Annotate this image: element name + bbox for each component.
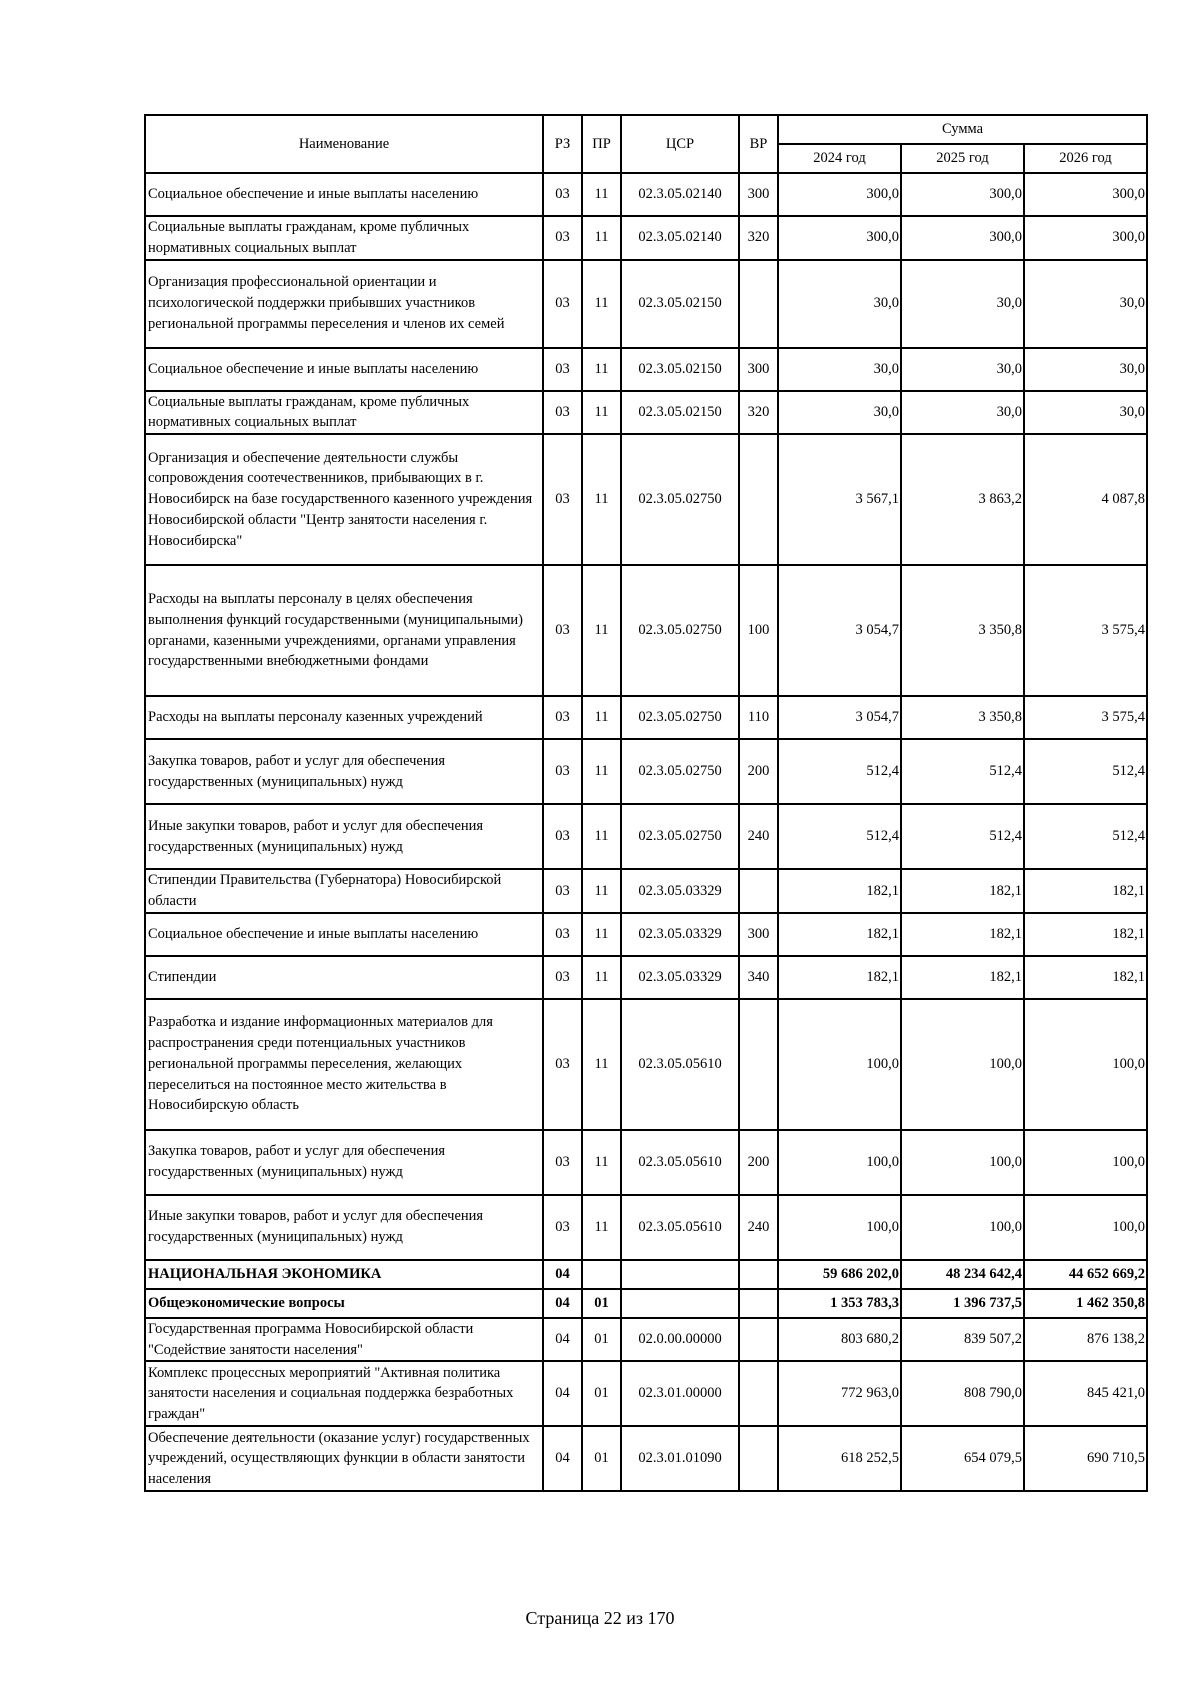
- row-vr: [739, 1318, 778, 1362]
- table-row: [145, 260, 1147, 348]
- row-value-2024: 618 252,5: [778, 1426, 901, 1491]
- row-value-2024: 182,1: [778, 956, 901, 999]
- row-rz: 03: [543, 260, 582, 348]
- row-name: Расходы на выплаты персоналу в целях обеспечения выполнения функций государственными (муниципальными) органами, казенными учреждениями, органами управления государственными внебюджетными фондами: [145, 565, 543, 696]
- header-vr: ВР: [739, 115, 778, 173]
- table-row: [145, 869, 1147, 913]
- row-value-2024: 100,0: [778, 999, 901, 1130]
- row-csr: 02.3.05.02140: [621, 173, 739, 216]
- row-value-2026: 845 421,0: [1024, 1361, 1147, 1426]
- row-value-2025: 48 234 642,4: [901, 1260, 1024, 1289]
- row-vr: [739, 1426, 778, 1491]
- table-row: [145, 434, 1147, 565]
- row-csr: 02.3.05.03329: [621, 956, 739, 999]
- table-row: [145, 1318, 1147, 1362]
- row-value-2024: 300,0: [778, 173, 901, 216]
- row-value-2026: 100,0: [1024, 999, 1147, 1130]
- header-rz: РЗ: [543, 115, 582, 173]
- row-value-2025: 300,0: [901, 173, 1024, 216]
- row-csr: 02.3.05.02140: [621, 216, 739, 260]
- row-vr: 300: [739, 913, 778, 956]
- row-rz: 03: [543, 956, 582, 999]
- row-pr: 11: [582, 913, 621, 956]
- row-value-2026: 44 652 669,2: [1024, 1260, 1147, 1289]
- row-rz: 04: [543, 1426, 582, 1491]
- row-value-2024: 772 963,0: [778, 1361, 901, 1426]
- row-csr: 02.3.05.03329: [621, 913, 739, 956]
- table-row: [145, 913, 1147, 956]
- row-value-2024: 30,0: [778, 348, 901, 391]
- row-value-2026: 876 138,2: [1024, 1318, 1147, 1362]
- row-rz: 03: [543, 565, 582, 696]
- row-name: Социальное обеспечение и иные выплаты населению: [145, 348, 543, 391]
- row-value-2025: 100,0: [901, 1130, 1024, 1195]
- row-name: Государственная программа Новосибирской области "Содействие занятости населения": [145, 1318, 543, 1362]
- budget-table: [144, 114, 1148, 1492]
- table-row: [145, 1195, 1147, 1260]
- row-value-2025: 182,1: [901, 913, 1024, 956]
- row-value-2025: 182,1: [901, 869, 1024, 913]
- row-value-2024: 3 567,1: [778, 434, 901, 565]
- row-value-2026: 30,0: [1024, 348, 1147, 391]
- header-year-2024: 2024 год: [778, 144, 901, 173]
- row-name: Закупка товаров, работ и услуг для обеспечения государственных (муниципальных) нужд: [145, 1130, 543, 1195]
- row-value-2025: 182,1: [901, 956, 1024, 999]
- row-name: НАЦИОНАЛЬНАЯ ЭКОНОМИКА: [145, 1260, 543, 1289]
- row-value-2024: 100,0: [778, 1195, 901, 1260]
- row-csr: 02.3.01.00000: [621, 1361, 739, 1426]
- row-value-2024: 300,0: [778, 216, 901, 260]
- row-csr: 02.3.05.02750: [621, 804, 739, 869]
- row-value-2024: 30,0: [778, 391, 901, 435]
- row-pr: 11: [582, 804, 621, 869]
- row-name: Иные закупки товаров, работ и услуг для обеспечения государственных (муниципальных) нужд: [145, 1195, 543, 1260]
- row-value-2026: 4 087,8: [1024, 434, 1147, 565]
- row-rz: 03: [543, 999, 582, 1130]
- header-name: Наименование: [145, 115, 543, 173]
- row-rz: 03: [543, 696, 582, 739]
- row-name: Обеспечение деятельности (оказание услуг) государственных учреждений, осуществляющих функции в области занятости населения: [145, 1426, 543, 1491]
- page-number: Страница 22 из 170: [525, 1608, 675, 1628]
- row-csr: 02.3.05.02750: [621, 696, 739, 739]
- row-value-2024: 803 680,2: [778, 1318, 901, 1362]
- row-csr: 02.3.05.02750: [621, 434, 739, 565]
- header-year-2026: 2026 год: [1024, 144, 1147, 173]
- row-value-2026: 512,4: [1024, 739, 1147, 804]
- row-pr: 11: [582, 216, 621, 260]
- row-rz: 03: [543, 869, 582, 913]
- row-value-2026: 182,1: [1024, 913, 1147, 956]
- row-pr: 11: [582, 999, 621, 1130]
- header-year-2025: 2025 год: [901, 144, 1024, 173]
- row-value-2024: 182,1: [778, 913, 901, 956]
- row-name: Общеэкономические вопросы: [145, 1289, 543, 1318]
- row-pr: 11: [582, 260, 621, 348]
- row-value-2026: 300,0: [1024, 173, 1147, 216]
- row-csr: [621, 1260, 739, 1289]
- table-row: [145, 1130, 1147, 1195]
- row-csr: 02.0.00.00000: [621, 1318, 739, 1362]
- row-value-2025: 1 396 737,5: [901, 1289, 1024, 1318]
- table-row: [145, 348, 1147, 391]
- row-csr: 02.3.05.02750: [621, 565, 739, 696]
- row-csr: 02.3.05.02150: [621, 260, 739, 348]
- row-name: Иные закупки товаров, работ и услуг для обеспечения государственных (муниципальных) нужд: [145, 804, 543, 869]
- row-pr: 11: [582, 391, 621, 435]
- row-value-2024: 182,1: [778, 869, 901, 913]
- row-value-2024: 100,0: [778, 1130, 901, 1195]
- row-value-2024: 3 054,7: [778, 696, 901, 739]
- row-value-2026: 1 462 350,8: [1024, 1289, 1147, 1318]
- row-vr: 320: [739, 391, 778, 435]
- row-value-2025: 30,0: [901, 260, 1024, 348]
- row-value-2026: 100,0: [1024, 1130, 1147, 1195]
- row-vr: [739, 1361, 778, 1426]
- row-value-2025: 3 350,8: [901, 565, 1024, 696]
- row-pr: 01: [582, 1361, 621, 1426]
- row-vr: 320: [739, 216, 778, 260]
- row-vr: 240: [739, 1195, 778, 1260]
- header-csr: ЦСР: [621, 115, 739, 173]
- row-vr: 200: [739, 1130, 778, 1195]
- row-value-2025: 512,4: [901, 804, 1024, 869]
- table-row: [145, 999, 1147, 1130]
- row-name: Социальные выплаты гражданам, кроме публичных нормативных социальных выплат: [145, 216, 543, 260]
- row-vr: 100: [739, 565, 778, 696]
- row-name: Стипендии Правительства (Губернатора) Новосибирской области: [145, 869, 543, 913]
- row-value-2026: 30,0: [1024, 391, 1147, 435]
- row-value-2025: 30,0: [901, 391, 1024, 435]
- row-pr: 11: [582, 434, 621, 565]
- table-row: [145, 739, 1147, 804]
- row-rz: 04: [543, 1289, 582, 1318]
- row-rz: 03: [543, 804, 582, 869]
- row-value-2025: 839 507,2: [901, 1318, 1024, 1362]
- row-rz: 03: [543, 913, 582, 956]
- row-pr: 11: [582, 696, 621, 739]
- row-pr: 11: [582, 956, 621, 999]
- row-name: Закупка товаров, работ и услуг для обеспечения государственных (муниципальных) нужд: [145, 739, 543, 804]
- table-row: [145, 565, 1147, 696]
- row-pr: 11: [582, 173, 621, 216]
- row-rz: 04: [543, 1361, 582, 1426]
- row-rz: 03: [543, 391, 582, 435]
- row-name: Организация профессиональной ориентации и психологической поддержки прибывших участников региональной программы переселения и членов их семей: [145, 260, 543, 348]
- row-name: Разработка и издание информационных материалов для распространения среди потенциальных участников региональной программы переселения, желающих переселиться на постоянное место жительства в Новосибирскую область: [145, 999, 543, 1130]
- row-vr: 240: [739, 804, 778, 869]
- row-value-2025: 100,0: [901, 999, 1024, 1130]
- row-name: Социальное обеспечение и иные выплаты населению: [145, 173, 543, 216]
- row-value-2024: 30,0: [778, 260, 901, 348]
- row-vr: [739, 1260, 778, 1289]
- row-pr: 11: [582, 565, 621, 696]
- header-pr: ПР: [582, 115, 621, 173]
- row-pr: [582, 1260, 621, 1289]
- row-vr: 200: [739, 739, 778, 804]
- row-value-2025: 3 350,8: [901, 696, 1024, 739]
- row-pr: 11: [582, 1195, 621, 1260]
- row-rz: 04: [543, 1260, 582, 1289]
- row-value-2025: 808 790,0: [901, 1361, 1024, 1426]
- row-csr: 02.3.01.01090: [621, 1426, 739, 1491]
- row-rz: 03: [543, 348, 582, 391]
- row-rz: 03: [543, 1195, 582, 1260]
- row-name: Комплекс процессных мероприятий "Активная политика занятости населения и социальная поддержка безработных граждан": [145, 1361, 543, 1426]
- row-rz: 04: [543, 1318, 582, 1362]
- row-csr: [621, 1289, 739, 1318]
- row-name: Расходы на выплаты персоналу казенных учреждений: [145, 696, 543, 739]
- row-vr: 110: [739, 696, 778, 739]
- row-value-2024: 3 054,7: [778, 565, 901, 696]
- row-value-2024: 59 686 202,0: [778, 1260, 901, 1289]
- row-pr: 01: [582, 1289, 621, 1318]
- row-vr: [739, 260, 778, 348]
- row-value-2024: 512,4: [778, 804, 901, 869]
- row-rz: 03: [543, 1130, 582, 1195]
- row-value-2026: 3 575,4: [1024, 565, 1147, 696]
- row-value-2026: 690 710,5: [1024, 1426, 1147, 1491]
- row-csr: 02.3.05.02150: [621, 391, 739, 435]
- table-row: [145, 1426, 1147, 1491]
- row-value-2026: 30,0: [1024, 260, 1147, 348]
- table-row: [145, 1289, 1147, 1318]
- table-row: [145, 1361, 1147, 1426]
- row-value-2025: 3 863,2: [901, 434, 1024, 565]
- table-row: [145, 173, 1147, 216]
- row-value-2025: 654 079,5: [901, 1426, 1024, 1491]
- row-csr: 02.3.05.02150: [621, 348, 739, 391]
- row-name: Организация и обеспечение деятельности службы сопровождения соотечественников, прибывающих в г. Новосибирск на базе государственного казенного учреждения Новосибирской области "Центр занятости населения г. Новосибирска": [145, 434, 543, 565]
- row-value-2026: 182,1: [1024, 869, 1147, 913]
- row-pr: 01: [582, 1426, 621, 1491]
- row-pr: 11: [582, 739, 621, 804]
- row-value-2026: 300,0: [1024, 216, 1147, 260]
- table-row: [145, 804, 1147, 869]
- row-csr: 02.3.05.02750: [621, 739, 739, 804]
- table-row: [145, 956, 1147, 999]
- row-name: Стипендии: [145, 956, 543, 999]
- row-value-2025: 300,0: [901, 216, 1024, 260]
- row-value-2026: 512,4: [1024, 804, 1147, 869]
- row-csr: 02.3.05.05610: [621, 1130, 739, 1195]
- row-rz: 03: [543, 216, 582, 260]
- row-value-2026: 182,1: [1024, 956, 1147, 999]
- row-vr: [739, 999, 778, 1130]
- table-row: [145, 696, 1147, 739]
- row-name: Социальные выплаты гражданам, кроме публичных нормативных социальных выплат: [145, 391, 543, 435]
- row-value-2026: 100,0: [1024, 1195, 1147, 1260]
- table-row: [145, 1260, 1147, 1289]
- header-sum: Сумма: [778, 115, 1147, 144]
- row-value-2025: 100,0: [901, 1195, 1024, 1260]
- table-row: [145, 391, 1147, 435]
- row-csr: 02.3.05.03329: [621, 869, 739, 913]
- row-vr: [739, 1289, 778, 1318]
- row-rz: 03: [543, 173, 582, 216]
- row-pr: 01: [582, 1318, 621, 1362]
- table-row: [145, 216, 1147, 260]
- row-value-2024: 1 353 783,3: [778, 1289, 901, 1318]
- row-vr: [739, 434, 778, 565]
- row-vr: [739, 869, 778, 913]
- row-rz: 03: [543, 434, 582, 565]
- table-body: [145, 173, 1147, 1491]
- row-vr: 300: [739, 173, 778, 216]
- row-pr: 11: [582, 348, 621, 391]
- row-vr: 300: [739, 348, 778, 391]
- row-value-2025: 512,4: [901, 739, 1024, 804]
- row-csr: 02.3.05.05610: [621, 1195, 739, 1260]
- row-value-2025: 30,0: [901, 348, 1024, 391]
- row-value-2026: 3 575,4: [1024, 696, 1147, 739]
- row-pr: 11: [582, 869, 621, 913]
- row-name: Социальное обеспечение и иные выплаты населению: [145, 913, 543, 956]
- row-value-2024: 512,4: [778, 739, 901, 804]
- row-pr: 11: [582, 1130, 621, 1195]
- row-csr: 02.3.05.05610: [621, 999, 739, 1130]
- row-rz: 03: [543, 739, 582, 804]
- row-vr: 340: [739, 956, 778, 999]
